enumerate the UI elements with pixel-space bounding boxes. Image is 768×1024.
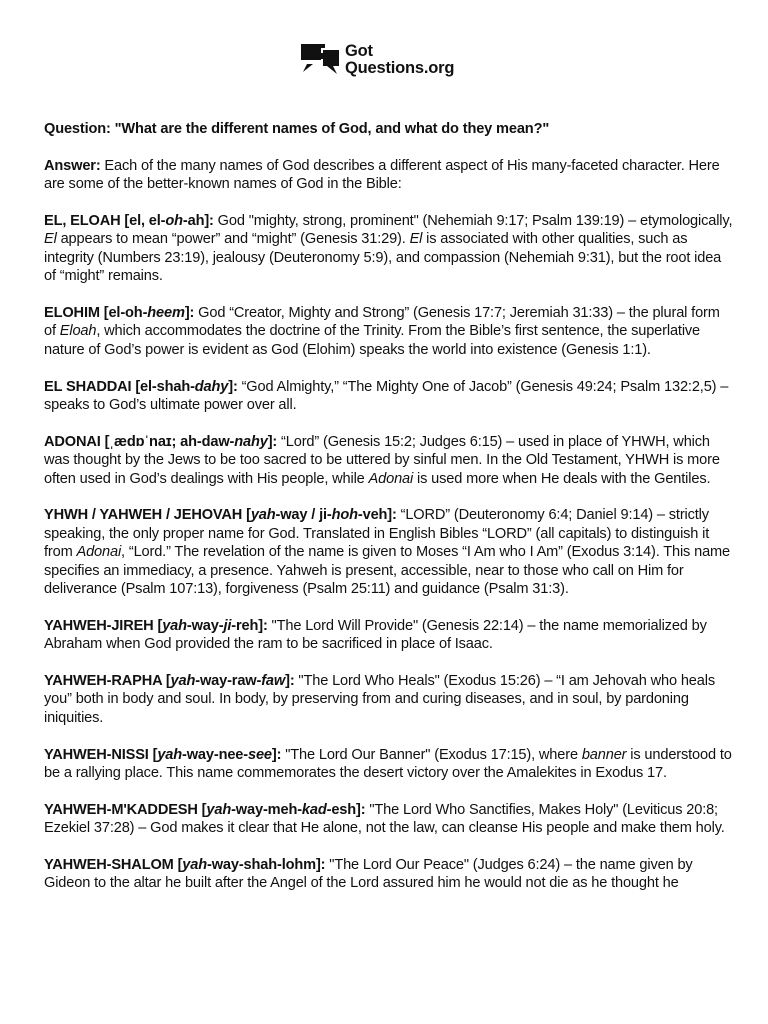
entry-yahweh-rapha: YAHWEH-RAPHA [yah-way-raw-faw]: "The Lord Who Heals" (Exodus 15:26) – “I am Jehovah who heals you” both in body and soul. In body, by preserving from and curing diseases, and in soul, by pardoning iniquities. — [44, 673, 715, 726]
logo-text-line1: Got — [345, 42, 373, 60]
entry-el-eloah: EL, ELOAH [el, el-oh-ah]: God "mighty, strong, prominent" (Nehemiah 9:17; Psalm 139:19) – etymologically, El appears to mean “power” and “might” (Genesis 31:29). El is associated with other qualities, such as integrity (Numbers 23:19), jealousy (Deuteronomy 5:9), and compassion (Nehemiah 9:31), but the root idea of “might” remains. — [44, 213, 733, 285]
entry-heading: YAHWEH-SHALOM [yah-way-shah-lohm]: — [44, 857, 326, 874]
entry-yahweh-jireh: YAHWEH-JIREH [yah-way-ji-reh]: "The Lord Will Provide" (Genesis 22:14) – the name memorialized by Abraham when God provided the ram to be sacrificed in place of Isaac. — [44, 617, 707, 653]
entry-heading: EL, ELOAH [el, el-oh-ah]: — [44, 213, 214, 229]
entry-yahweh-nissi: YAHWEH-NISSI [yah-way-nee-see]: "The Lord Our Banner" (Exodus 17:15), where banner is understood to be a rallying place. This name commemorates the desert victory over the Amalekites in Exodus 17. — [44, 746, 732, 782]
entry-yhwh: YHWH / YAHWEH / JEHOVAH [yah-way / ji-hoh-veh]: “LORD” (Deuteronomy 6:4; Daniel 9:14) – strictly speaking, the only proper name for God. Translated in English Bibles “LORD” (all capitals) to distinguish it from Adonai, “Lord.” The revelation of the name is given to Moses “I Am who I Am” (Exodus 3:14). This name specifies an immediacy, a presence. Yahweh is present, accessible, near to those who call on Him for deliverance (Psalm 107:13), forgiveness (Psalm 25:11) and guidance (Psalm 31:3). — [44, 507, 731, 598]
logo-text-line2: Questions.org — [345, 59, 455, 77]
entry-heading: YAHWEH-RAPHA [yah-way-raw-faw]: — [44, 673, 295, 690]
entry-heading: EL SHADDAI [el-shah-dahy]: — [44, 378, 238, 395]
entry-heading: YAHWEH-M'KADDESH [yah-way-meh-kad-esh]: — [44, 801, 366, 818]
entry-yahweh-mkaddesh: YAHWEH-M'KADDESH [yah-way-meh-kad-esh]: "The Lord Who Sanctifies, Makes Holy" (Leviticus 20:8; Ezekiel 37:28) – God makes it clear that He alone, not the law, can cleanse His people and make them holy. — [44, 801, 725, 837]
question-heading: Question: "What are the different names of God, and what do they mean?" — [44, 121, 550, 137]
answer-paragraph — [44, 157, 734, 194]
article-body — [44, 120, 734, 911]
answer-label: Answer: — [44, 157, 101, 174]
entry-adonai: ADONAI [ˌædɒˈnaɪ; ah-daw-nahy]: “Lord” (Genesis 15:2; Judges 6:15) – used in place of YHWH, which was thought by the Jews to be too sacred to be uttered by sinful men. In the Old Testament, YHWH is more often used in God’s dealings with His people, while Adonai is used more when He deals with the Gentiles. — [44, 433, 720, 487]
gotquestions-logo[interactable] — [299, 42, 454, 78]
entry-heading: YAHWEH-NISSI [yah-way-nee-see]: — [44, 746, 282, 763]
entry-heading: ADONAI [ˌædɒˈnaɪ; ah-daw-nahy]: — [44, 433, 278, 450]
logo-text — [345, 43, 454, 77]
entry-heading: YAHWEH-JIREH [yah-way-ji-reh]: — [44, 617, 268, 634]
answer-text: Each of the many names of God describes a different aspect of His many-faceted character. Here are some of the better-known names of God in the Bible: — [44, 157, 720, 193]
entry-heading: YHWH / YAHWEH / JEHOVAH [yah-way / ji-hoh-veh]: — [44, 507, 397, 524]
entry-el-shaddai: EL SHADDAI [el-shah-dahy]: “God Almighty,” “The Mighty One of Jacob” (Genesis 49:24; Psalm 132:2,5) – speaks to God’s ultimate power over all. — [44, 378, 729, 414]
entry-heading: ELOHIM [el-oh-heem]: — [44, 305, 195, 322]
entry-yahweh-shalom: YAHWEH-SHALOM [yah-way-shah-lohm]: "The Lord Our Peace" (Judges 6:24) – the name given by Gideon to the altar he built after the Angel of the Lord assured him he would not die as he thought he — [44, 857, 693, 892]
speech-bubbles-logo-icon — [299, 42, 341, 78]
entry-elohim: ELOHIM [el-oh-heem]: God “Creator, Mighty and Strong” (Genesis 17:7; Jeremiah 31:33) – the plural form of Eloah, which accommodates the doctrine of the Trinity. From the Bible’s first sentence, the superlative nature of God’s power is evident as God (Elohim) speaks the world into existence (Genesis 1:1). — [44, 305, 720, 358]
